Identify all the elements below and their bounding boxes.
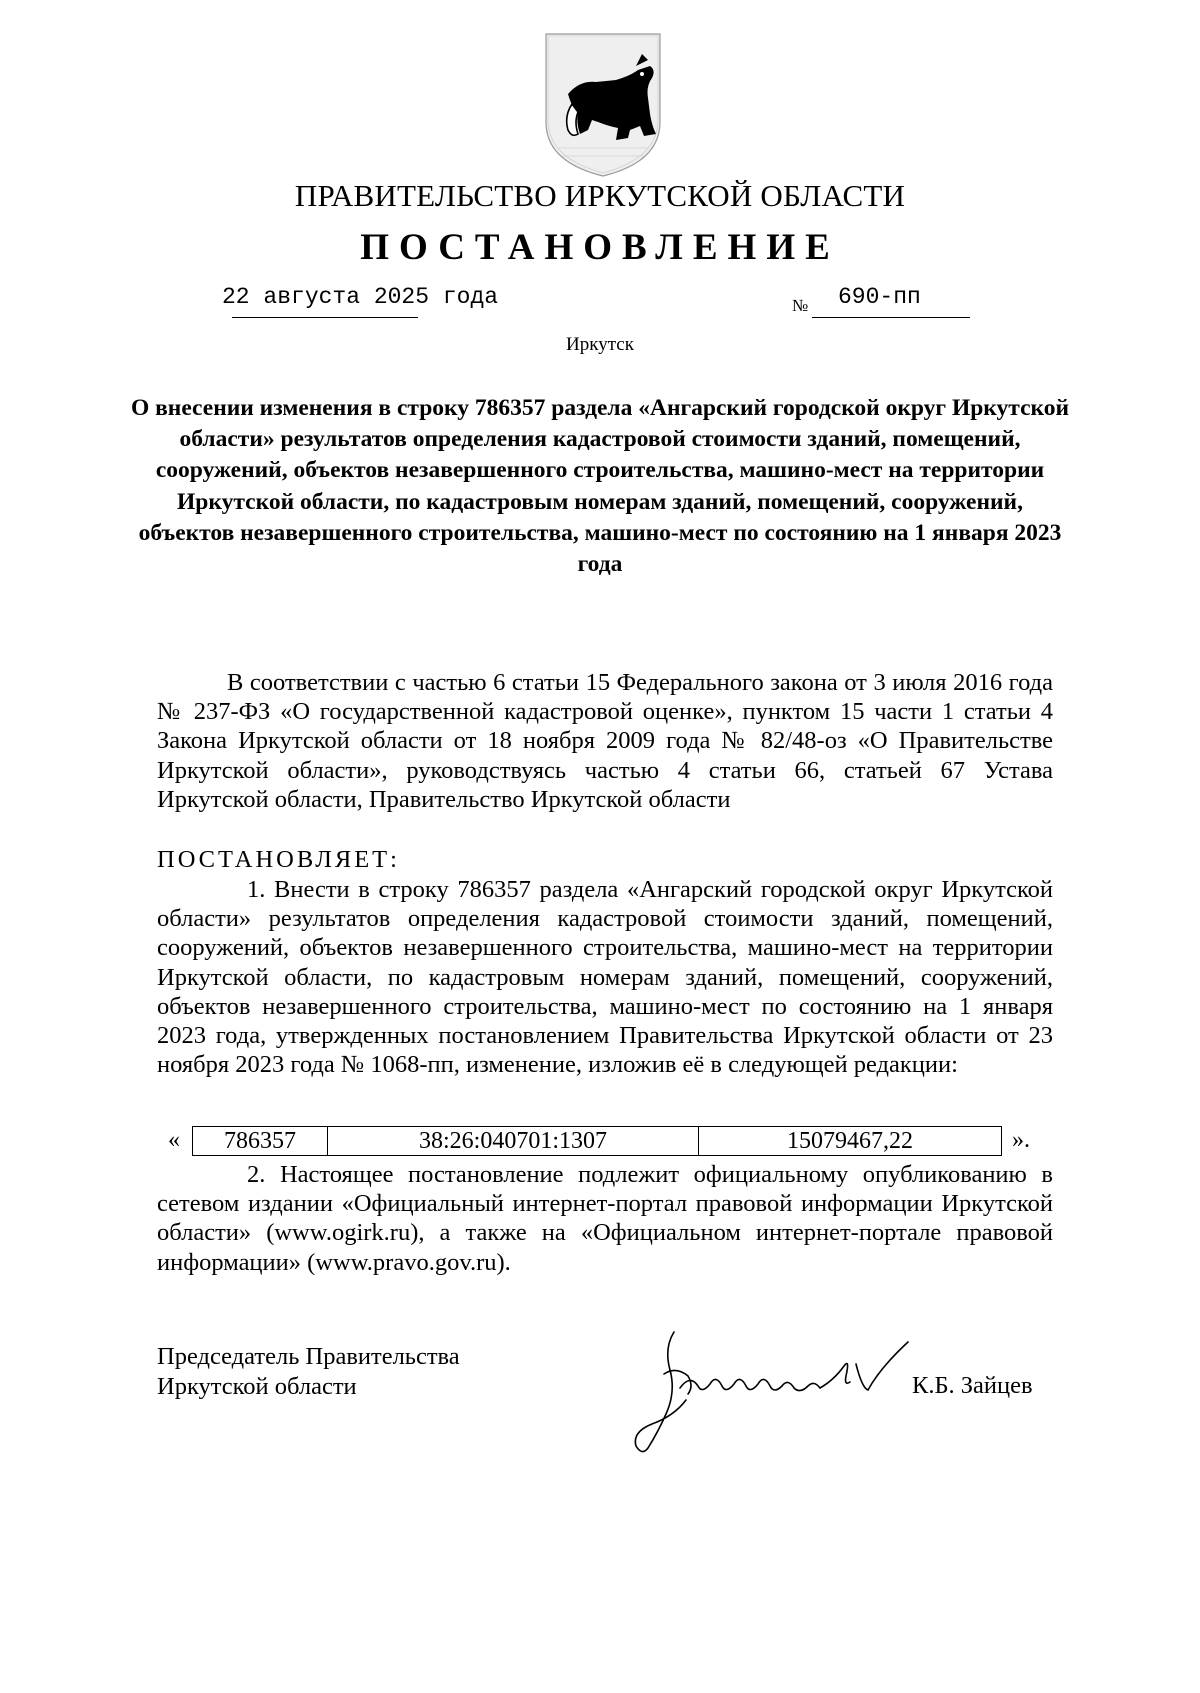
city: Иркутск — [566, 334, 634, 355]
cadastral-value-cell: 15079467,22 — [699, 1127, 1002, 1156]
handwritten-signature — [618, 1328, 918, 1458]
coat-of-arms-emblem — [538, 30, 668, 180]
quote-close: ». — [1012, 1127, 1030, 1153]
item-2-paragraph: 2. Настоящее постановление подлежит официальному опубликованию в сетевом издании «Официальный интернет-портал правовой информации Иркутской области» (www.ogirk.ru), а также на «Официальном интернет-портале правовой информации» (www.pravo.gov.ru). — [157, 1161, 1053, 1276]
signer-name: К.Б. Зайцев — [912, 1372, 1033, 1399]
preamble-paragraph: В соответствии с частью 6 статьи 15 Федерального закона от 3 июля 2016 года № 237-ФЗ «О государственной кадастровой оценке», пунктом 15 части 1 статьи 4 Закона Иркутской области от 18 ноября 2009 года № 82/48-оз «О Правительстве Иркутской области», руководствуясь частью 4 статьи 66, статьей 67 Устава Иркутской области, Правительство Иркутской области — [157, 669, 1053, 813]
date-underline — [232, 317, 418, 318]
amendment-table — [192, 1126, 1002, 1156]
quote-open: « — [168, 1127, 180, 1153]
document-date: 22 августа 2025 года — [222, 284, 499, 310]
document-type: ПОСТАНОВЛЕНИЕ — [360, 227, 840, 268]
number-underline — [812, 317, 970, 318]
organization-name: ПРАВИТЕЛЬСТВО ИРКУТСКОЙ ОБЛАСТИ — [294, 178, 906, 213]
number-label: № — [792, 296, 809, 315]
decree-word: ПОСТАНОВЛЯЕТ: — [157, 846, 400, 873]
document-number: 690-пп — [838, 284, 921, 310]
document-title: О внесении изменения в строку 786357 раздела «Ангарский городской округ Иркутской области» результатов определения кадастровой стоимости зданий, помещений, сооружений, объектов незавершенного строительства, машино-мест на территории Иркутской области, по кадастровым номерам зданий, помещений, сооружений, объектов незавершенного строительства, машино-мест по состоянию на 1 января 2023 года — [130, 395, 1070, 578]
cadastral-number-cell: 38:26:040701:1307 — [328, 1127, 699, 1156]
signer-position — [157, 1342, 460, 1402]
signer-position-line1: Председатель Правительства — [157, 1343, 460, 1370]
item-1-paragraph: 1. Внести в строку 786357 раздела «Ангарский городской округ Иркутской области» результатов определения кадастровой стоимости зданий, помещений, сооружений, объектов незавершенного строительства, машино-мест на территории Иркутской области, по кадастровым номерам зданий, помещений, сооружений, объектов незавершенного строительства, машино-мест по состоянию на 1 января 2023 года, утвержденных постановлением Правительства Иркутской области от 23 ноября 2023 года № 1068-пп, изменение, изложив её в следующей редакции: — [157, 876, 1053, 1079]
row-number-cell: 786357 — [193, 1127, 328, 1156]
table-row — [193, 1127, 1002, 1156]
signer-position-line2: Иркутской области — [157, 1373, 357, 1400]
